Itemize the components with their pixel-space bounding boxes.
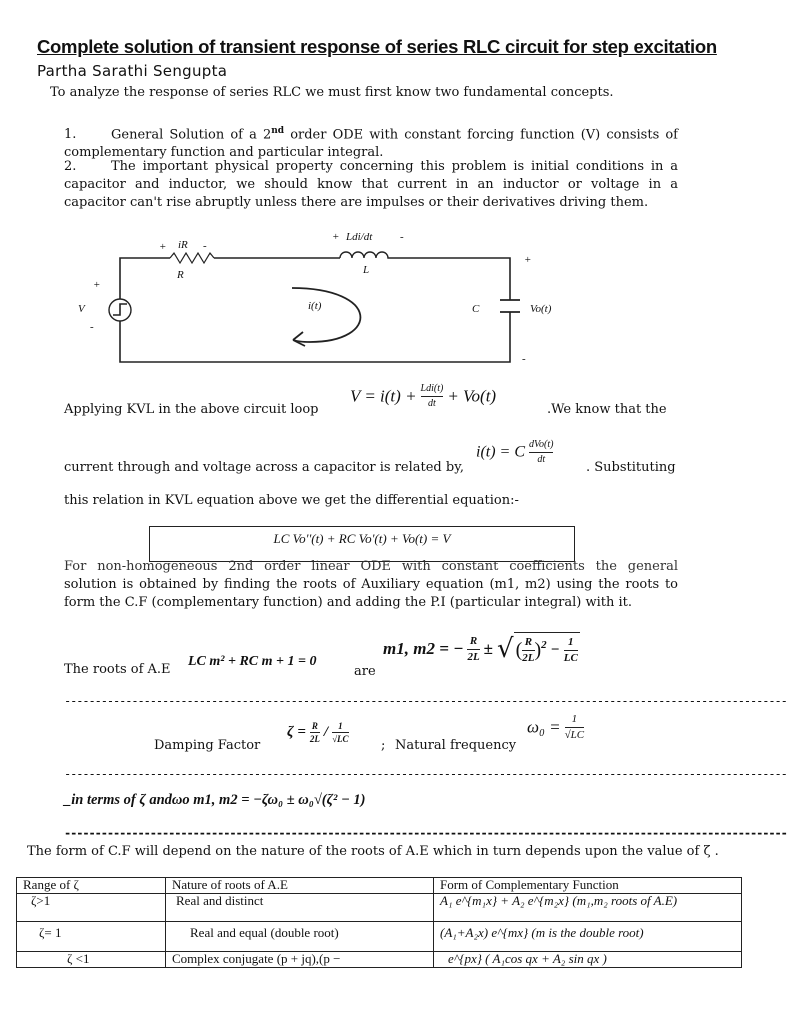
sqrt-content — [514, 632, 580, 666]
natural-frequency-label: Natural frequency — [395, 738, 517, 753]
table-row — [17, 894, 742, 922]
dashed-divider-2: ---------------------------------------------------------------------------------------------------------------------- — [64, 767, 787, 781]
kvl-text-a: Applying KVL in the above circuit loop — [64, 402, 319, 417]
cap-eq-lhs: i(t) = C — [476, 443, 526, 461]
wire-top-right — [394, 258, 510, 300]
cap-eq-fraction — [529, 438, 553, 467]
damping-formula — [287, 720, 349, 745]
omega-eq: ω₀ = — [527, 717, 561, 737]
kvl-eq-num: Ldi(t) — [421, 382, 444, 397]
sqrt-frac-1-lc — [564, 635, 578, 666]
roots-frac-den: 2L — [467, 650, 480, 663]
cf-sentence: The form of C.F will depend on the nature of the roots of A.E which in turn depends upon the value of ζ . — [27, 844, 719, 859]
sqrt-frac-num: R — [522, 635, 534, 651]
damping-frac-2-den: √LC — [332, 734, 349, 744]
sqrt-frac2-num: 1 — [564, 635, 578, 651]
capacitor-minus: - — [522, 353, 526, 365]
point-2-number: 2. — [64, 159, 77, 174]
nonhom-line-3: form the C.F (complementary function) and adding the P.I (particular integral) with it. — [64, 595, 633, 610]
table-cell-nature: Complex conjugate (p + jq),(p − — [166, 952, 434, 968]
wire-bottom — [120, 312, 510, 362]
terms-of-zeta-line: _in terms of ζ andωo m1, m2 = −ζω₀ ± ω₀√(ζ² − 1) — [64, 792, 366, 808]
capacitor-equation — [476, 438, 553, 467]
wire-top-left — [120, 258, 170, 300]
author-name: Partha Sarathi Sengupta — [37, 62, 228, 80]
table-cell-range: ζ= 1 — [17, 922, 166, 952]
kvl-text-b: .We know that the — [547, 402, 667, 417]
source-plus: + — [93, 279, 101, 291]
arrowhead-icon — [293, 332, 305, 346]
inductor-symbol — [340, 252, 394, 258]
omega-frac — [565, 712, 585, 743]
zeta-eq: ζ = — [287, 724, 306, 740]
kvl-text-c: current through and voltage across a capacitor is related by, — [64, 460, 464, 475]
sqrt-frac-den: 2L — [522, 652, 535, 664]
paren-close-icon: ) — [534, 639, 542, 661]
table-cell-form: e^{px} ( A₁cos qx + A₂ sin qx ) — [434, 952, 742, 968]
page-title: Complete solution of transient response of series RLC circuit for step excitation — [37, 36, 717, 57]
auxiliary-equation: LC m² + RC m + 1 = 0 — [188, 654, 317, 669]
intro-paragraph: To analyze the response of series RLC we must first know two fundamental concepts. — [50, 85, 614, 100]
point-2-line-1 — [64, 158, 678, 176]
table-header-cell: Form of Complementary Function — [434, 878, 742, 894]
omega-frac-num: 1 — [565, 712, 585, 728]
inductor-label: L — [363, 264, 370, 276]
sqrt-icon: √ — [497, 634, 514, 664]
nonhom-line-2: solution is obtained by finding the roots of Auxiliary equation (m1, m2) using the roots to — [64, 577, 678, 592]
damping-label: Damping Factor — [154, 738, 261, 753]
inductor-minus: - — [400, 231, 404, 243]
differential-equation-box — [149, 526, 575, 562]
current-label: i(t) — [308, 300, 322, 312]
table-cell-nature: Real and distinct — [166, 894, 434, 922]
table-header-cell: Range of ζ — [17, 878, 166, 894]
rlc-circuit-diagram — [60, 220, 580, 380]
cap-eq-den: dt — [529, 452, 553, 467]
roots-lhs: m1, m2 = − — [383, 639, 464, 658]
capacitor-plus: + — [524, 254, 532, 266]
ir-label: iR — [178, 239, 188, 251]
damping-frac-2 — [332, 720, 348, 745]
roots-formula — [383, 632, 580, 682]
resistor-label: R — [177, 269, 184, 281]
sqrt-minus: − — [550, 642, 560, 658]
table-row — [17, 952, 742, 968]
kvl-eq-rhs: + Vo(t) — [447, 386, 497, 406]
resistor-plus: + — [159, 241, 167, 253]
damping-frac-1-den: 2L — [309, 734, 320, 744]
roots-frac-num: R — [467, 634, 479, 650]
damping-slash: / — [323, 724, 329, 740]
roots-pm: ± — [483, 639, 494, 658]
table-row — [17, 922, 742, 952]
damping-frac-2-num: 1 — [332, 720, 348, 733]
resistor-minus: - — [203, 240, 207, 252]
point-2-line-2: capacitor and inductor, we should know that current in an inductor or voltage in a — [64, 177, 678, 192]
point-1-text-b: order ODE with constant forcing function (V) consists of — [284, 127, 678, 143]
kvl-text-d: . Substituting — [586, 460, 676, 475]
table-cell-form: (A₁+A₂x) e^{mx} (m is the double root) — [434, 922, 742, 952]
omega-frac-den: √LC — [564, 729, 585, 741]
nonhom-line-1: For non-homogeneous 2nd order linear ODE with constant coefficients the general — [64, 559, 678, 574]
dashed-divider-3: ---------------------------------------------------------------------------------------------------------------------- — [64, 826, 787, 840]
sqrt-exponent: 2 — [541, 638, 547, 651]
inductor-plus: + — [332, 231, 340, 243]
point-2-line-3: capacitor can't rise abruptly unless there are impulses or their derivatives driving them. — [64, 195, 649, 210]
point-2 — [64, 158, 678, 212]
point-1-text-a: General Solution of a 2 — [111, 127, 272, 143]
source-minus: - — [90, 321, 94, 333]
table-header-row — [17, 878, 742, 894]
kvl-eq-den: dt — [428, 398, 436, 409]
point-2-text: The important physical property concerning this problem is initial conditions in a — [111, 159, 678, 174]
point-1-line-2: complementary function and particular integral. — [64, 145, 384, 161]
paren-open-icon: ( — [515, 639, 523, 661]
source-label: V — [78, 303, 85, 315]
roots-are: are — [354, 664, 376, 679]
natural-frequency-formula — [527, 712, 584, 743]
table-cell-form: A₁ e^{m₁x} + A₂ e^{m₂x} (m₁,m₂ roots of A.E) — [434, 894, 742, 922]
damping-semicolon: ; — [381, 738, 386, 753]
kvl-eq-fraction — [421, 382, 444, 411]
sqrt-frac2-den: LC — [563, 652, 578, 664]
table-cell-range: ζ>1 — [17, 894, 166, 922]
capacitor-label: C — [472, 303, 480, 315]
dashed-divider-1: ---------------------------------------------------------------------------------------------------------------------- — [64, 694, 787, 708]
cap-eq-num: dVo(t) — [529, 439, 554, 450]
vo-label: Vo(t) — [530, 303, 552, 315]
damping-frac-1-num: R — [311, 721, 318, 731]
roots-frac-r-2l — [467, 634, 479, 665]
kvl-equation — [350, 382, 496, 416]
cf-table — [16, 877, 742, 968]
table-cell-range: ζ <1 — [17, 952, 166, 968]
point-1-sup: nd — [271, 126, 285, 136]
point-1-number: 1. — [64, 127, 77, 143]
point-1-line-1 — [64, 122, 678, 144]
roots-label: The roots of A.E — [64, 662, 171, 677]
differential-equation: LC Vo''(t) + RC Vo'(t) + Vo(t) = V — [273, 531, 451, 546]
sqrt-frac — [522, 635, 534, 666]
kvl-eq-lhs: V = i(t) + — [350, 386, 417, 406]
nonhom-paragraph — [64, 558, 678, 612]
point-1 — [64, 122, 678, 162]
damping-frac-1 — [310, 720, 320, 745]
loop-current-arrow-icon — [292, 288, 360, 342]
kvl-text-e: this relation in KVL equation above we get the differential equation:- — [64, 493, 519, 508]
ldi-label: Ldi/dt — [346, 231, 373, 243]
table-header-cell: Nature of roots of A.E — [166, 878, 434, 894]
table-cell-nature: Real and equal (double root) — [166, 922, 434, 952]
resistor-symbol — [170, 253, 214, 263]
